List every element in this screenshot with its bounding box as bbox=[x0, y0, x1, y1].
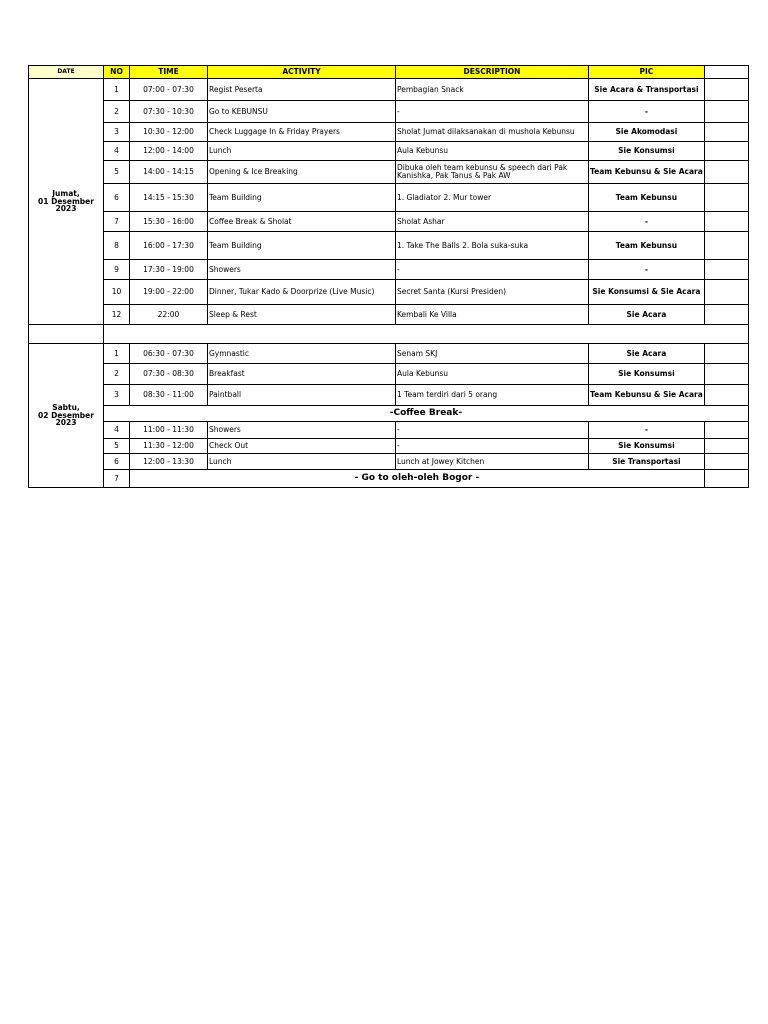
empty-cell[interactable] bbox=[704, 79, 748, 101]
empty-cell[interactable] bbox=[704, 232, 748, 260]
empty-cell[interactable] bbox=[704, 212, 748, 232]
pic-cell[interactable]: Sie Transportasi bbox=[589, 454, 705, 470]
activity-cell[interactable]: Lunch bbox=[208, 454, 396, 470]
table-row bbox=[29, 406, 749, 422]
empty-cell[interactable] bbox=[704, 439, 748, 454]
table-row bbox=[29, 212, 749, 232]
table-row bbox=[29, 101, 749, 123]
header-row bbox=[29, 66, 749, 79]
empty-cell[interactable] bbox=[704, 470, 748, 488]
time-cell[interactable]: 11:30 - 12:00 bbox=[130, 439, 208, 454]
table-row bbox=[29, 454, 749, 470]
table-row bbox=[29, 79, 749, 101]
no-cell[interactable]: 5 bbox=[104, 439, 130, 454]
time-cell[interactable]: 07:30 - 08:30 bbox=[130, 364, 208, 385]
activity-cell[interactable]: Check Luggage In & Friday Prayers bbox=[208, 123, 396, 142]
date-cell[interactable] bbox=[29, 344, 104, 488]
table-row bbox=[29, 142, 749, 161]
no-cell[interactable]: 4 bbox=[104, 422, 130, 439]
empty-cell[interactable] bbox=[704, 123, 748, 142]
table-row bbox=[29, 470, 749, 488]
activity-cell[interactable]: Regist Peserta bbox=[208, 79, 396, 101]
pic-cell[interactable]: Sie Konsumsi bbox=[589, 142, 705, 161]
time-cell[interactable]: 08:30 - 11:00 bbox=[130, 385, 208, 406]
pic-cell[interactable]: - bbox=[589, 260, 705, 280]
no-cell[interactable]: 9 bbox=[104, 260, 130, 280]
no-cell[interactable]: 5 bbox=[104, 161, 130, 184]
header-empty-cell[interactable] bbox=[704, 66, 748, 79]
no-cell[interactable]: 1 bbox=[104, 344, 130, 364]
merged-note-cell[interactable]: - Go to oleh-oleh Bogor - bbox=[130, 470, 705, 488]
table-row bbox=[29, 280, 749, 305]
table-row bbox=[29, 439, 749, 454]
empty-cell[interactable] bbox=[704, 364, 748, 385]
pic-cell[interactable]: Sie Acara bbox=[589, 344, 705, 364]
activity-cell[interactable]: Showers bbox=[208, 260, 396, 280]
no-cell[interactable]: 6 bbox=[104, 184, 130, 212]
empty-cell[interactable] bbox=[704, 101, 748, 123]
pic-cell[interactable]: Sie Konsumsi bbox=[589, 364, 705, 385]
pic-cell[interactable]: - bbox=[589, 422, 705, 439]
pic-cell[interactable]: - bbox=[589, 212, 705, 232]
empty-cell[interactable] bbox=[704, 454, 748, 470]
description-cell[interactable]: Aula Kebunsu bbox=[396, 142, 589, 161]
table-row bbox=[29, 184, 749, 212]
pic-cell[interactable]: Sie Acara bbox=[589, 305, 705, 325]
description-cell[interactable]: Pembagian Snack bbox=[396, 79, 589, 101]
pic-cell[interactable]: Sie Konsumsi & Sie Acara bbox=[589, 280, 705, 305]
description-cell[interactable]: Sholat Ashar bbox=[396, 212, 589, 232]
table-row bbox=[29, 260, 749, 280]
description-cell[interactable]: 1. Take The Balls 2. Bola suka-suka bbox=[396, 232, 589, 260]
table-row bbox=[29, 385, 749, 406]
empty-cell[interactable] bbox=[704, 142, 748, 161]
description-cell[interactable]: 1 Team terdiri dari 5 orang bbox=[396, 385, 589, 406]
spacer-date-cell[interactable] bbox=[29, 325, 104, 344]
no-cell[interactable]: 3 bbox=[104, 123, 130, 142]
time-cell[interactable]: 19:00 - 22:00 bbox=[130, 280, 208, 305]
empty-cell[interactable] bbox=[704, 422, 748, 439]
time-cell[interactable]: 15:30 - 16:00 bbox=[130, 212, 208, 232]
description-cell[interactable]: Dibuka oleh team kebunsu & speech dari Pak Kanishka, Pak Tanus & Pak AW bbox=[396, 161, 589, 184]
pic-cell[interactable]: Sie Akomodasi bbox=[589, 123, 705, 142]
activity-cell[interactable]: Go to KEBUNSU bbox=[208, 101, 396, 123]
activity-cell[interactable]: Opening & Ice Breaking bbox=[208, 161, 396, 184]
time-cell[interactable]: 10:30 - 12:00 bbox=[130, 123, 208, 142]
table-row bbox=[29, 422, 749, 439]
no-cell[interactable]: 7 bbox=[104, 470, 130, 488]
no-cell[interactable]: 1 bbox=[104, 79, 130, 101]
no-cell[interactable]: 6 bbox=[104, 454, 130, 470]
description-cell[interactable]: - bbox=[396, 260, 589, 280]
empty-cell[interactable] bbox=[704, 305, 748, 325]
pic-cell[interactable]: Team Kebunsu & Sie Acara bbox=[589, 385, 705, 406]
activity-cell[interactable]: Lunch bbox=[208, 142, 396, 161]
activity-cell[interactable]: Check Out bbox=[208, 439, 396, 454]
empty-cell[interactable] bbox=[704, 385, 748, 406]
activity-cell[interactable]: Team Building bbox=[208, 232, 396, 260]
description-cell[interactable]: Sholat Jumat dilaksanakan di mushola Kebunsu bbox=[396, 123, 589, 142]
description-cell[interactable]: Lunch at Jowey Kitchen bbox=[396, 454, 589, 470]
empty-cell[interactable] bbox=[704, 260, 748, 280]
pic-cell[interactable]: Team Kebunsu bbox=[589, 184, 705, 212]
description-cell[interactable]: - bbox=[396, 422, 589, 439]
header-no[interactable]: NO bbox=[104, 66, 130, 79]
time-cell[interactable]: 12:00 - 13:30 bbox=[130, 454, 208, 470]
header-description[interactable]: DESCRIPTION bbox=[396, 66, 589, 79]
description-cell[interactable]: Secret Santa (Kursi Presiden) bbox=[396, 280, 589, 305]
time-cell[interactable]: 16:00 - 17:30 bbox=[130, 232, 208, 260]
description-cell[interactable]: - bbox=[396, 101, 589, 123]
time-cell[interactable]: 12:00 - 14:00 bbox=[130, 142, 208, 161]
description-cell[interactable]: Aula Kebunsu bbox=[396, 364, 589, 385]
no-cell[interactable]: 3 bbox=[104, 385, 130, 406]
empty-cell[interactable] bbox=[704, 280, 748, 305]
header-pic[interactable]: PIC bbox=[589, 66, 705, 79]
no-cell[interactable]: 8 bbox=[104, 232, 130, 260]
table-row bbox=[29, 123, 749, 142]
no-cell[interactable]: 2 bbox=[104, 101, 130, 123]
pic-cell[interactable]: Team Kebunsu & Sie Acara bbox=[589, 161, 705, 184]
activity-cell[interactable]: Team Building bbox=[208, 184, 396, 212]
pic-cell[interactable]: - bbox=[589, 101, 705, 123]
spacer-cell[interactable] bbox=[104, 325, 749, 344]
description-cell[interactable]: Kembali Ke Villa bbox=[396, 305, 589, 325]
pic-cell[interactable]: Sie Konsumsi bbox=[589, 439, 705, 454]
description-cell[interactable]: - bbox=[396, 439, 589, 454]
description-cell[interactable]: 1. Gladiator 2. Mur tower bbox=[396, 184, 589, 212]
spacer-row bbox=[29, 325, 749, 344]
table-row bbox=[29, 364, 749, 385]
time-cell[interactable]: 14:00 - 14:15 bbox=[130, 161, 208, 184]
date-label: Sabtu, 02 Desember 2023 bbox=[38, 402, 94, 428]
description-cell[interactable]: Senam SKJ bbox=[396, 344, 589, 364]
time-cell[interactable]: 17:30 - 19:00 bbox=[130, 260, 208, 280]
schedule-body bbox=[29, 66, 749, 488]
table-row bbox=[29, 161, 749, 184]
empty-cell[interactable] bbox=[704, 161, 748, 184]
activity-cell[interactable]: Coffee Break & Sholat bbox=[208, 212, 396, 232]
date-label: Jumat, 01 Desember 2023 bbox=[38, 188, 94, 214]
header-time[interactable]: TIME bbox=[130, 66, 208, 79]
table-row bbox=[29, 305, 749, 325]
no-cell[interactable]: 4 bbox=[104, 142, 130, 161]
time-cell[interactable]: 14:15 - 15:30 bbox=[130, 184, 208, 212]
header-date[interactable]: DATE bbox=[29, 66, 104, 79]
table-row bbox=[29, 232, 749, 260]
activity-cell[interactable]: Gymnastic bbox=[208, 344, 396, 364]
activity-cell[interactable]: Showers bbox=[208, 422, 396, 439]
time-cell[interactable]: 22:00 bbox=[130, 305, 208, 325]
time-cell[interactable]: 11:00 - 11:30 bbox=[130, 422, 208, 439]
activity-cell[interactable]: Breakfast bbox=[208, 364, 396, 385]
time-cell[interactable]: 07:30 - 10:30 bbox=[130, 101, 208, 123]
date-cell[interactable] bbox=[29, 79, 104, 325]
activity-cell[interactable]: Paintball bbox=[208, 385, 396, 406]
merged-note-cell[interactable]: -Coffee Break- bbox=[104, 406, 749, 422]
time-cell[interactable]: 06:30 - 07:30 bbox=[130, 344, 208, 364]
pic-cell[interactable]: Sie Acara & Transportasi bbox=[589, 79, 705, 101]
activity-cell[interactable]: Sleep & Rest bbox=[208, 305, 396, 325]
empty-cell[interactable] bbox=[704, 184, 748, 212]
no-cell[interactable]: 10 bbox=[104, 280, 130, 305]
pic-cell[interactable]: Team Kebunsu bbox=[589, 232, 705, 260]
header-activity[interactable]: ACTIVITY bbox=[208, 66, 396, 79]
no-cell[interactable]: 2 bbox=[104, 364, 130, 385]
no-cell[interactable]: 7 bbox=[104, 212, 130, 232]
table-row bbox=[29, 344, 749, 364]
schedule-table bbox=[28, 65, 749, 488]
time-cell[interactable]: 07:00 - 07:30 bbox=[130, 79, 208, 101]
no-cell[interactable]: 12 bbox=[104, 305, 130, 325]
empty-cell[interactable] bbox=[704, 344, 748, 364]
activity-cell[interactable]: Dinner, Tukar Kado & Doorprize (Live Music) bbox=[208, 280, 396, 305]
